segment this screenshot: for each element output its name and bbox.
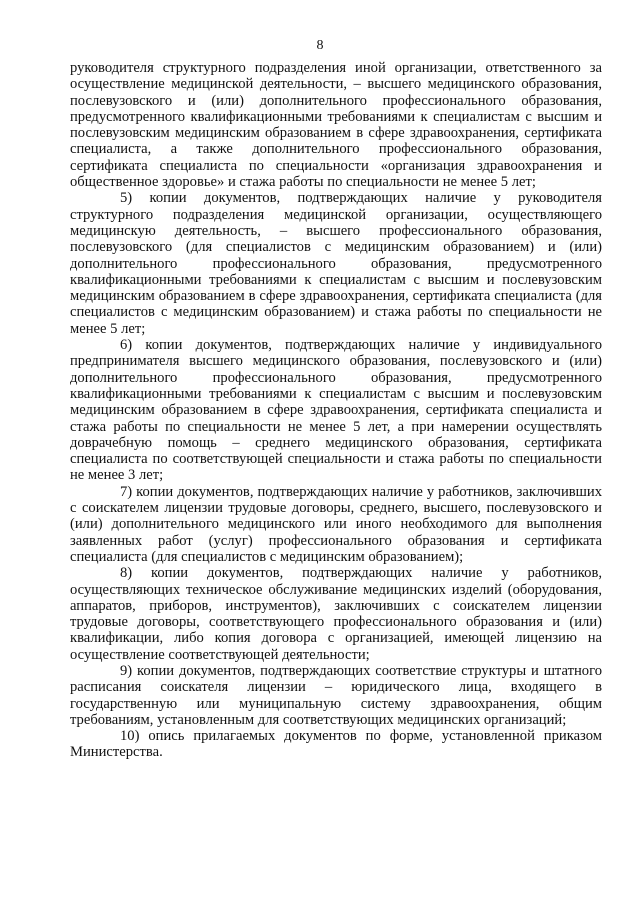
document-body [70,60,602,761]
paragraph-item-5: 5) копии документов, подтверждающих наличие у руководителя структурного подразделения медицинской организации, осуществляющего медицинскую деятельность, – высшего профессионального образования, послевузовского (для специалистов с медицинским образованием) и (или) дополнительного профессионального образования, предусмотренного квалификационными требованиями к специалистам с высшим и послевузовским медицинским образованием в сфере здравоохранения, сертификата специалиста (для специалистов с медицинским образованием) и стажа работы по специальности не менее 5 лет; [70,190,602,337]
paragraph-item-6: 6) копии документов, подтверждающих наличие у индивидуального предпринимателя высшего медицинского образования, послевузовского и (или) дополнительного профессионального образования, предусмотренного квалификационными требованиями к специалистам с высшим и послевузовским медицинским образованием в сфере здравоохранения, сертификата специалиста и стажа работы по специальности не менее 5 лет, а при намерении осуществлять доврачебную помощь – среднего медицинского образования, сертификата специалиста по соответствующей специальности и стажа работы по специальности не менее 3 лет; [70,337,602,484]
paragraph-item-8: 8) копии документов, подтверждающих наличие у работников, осуществляющих техническое обслуживание медицинских изделий (оборудования, аппаратов, приборов, инструментов), заключивших с соискателем лицензии трудовые договоры, соответствующего профессионального образования и (или) квалификации, либо копия договора с организацией, имеющей лицензию на осуществление соответствующей деятельности; [70,565,602,663]
paragraph-continuation: руководителя структурного подразделения иной организации, ответственного за осуществление медицинской деятельности, – высшего медицинского образования, послевузовского и (или) дополнительного профессионального образования, предусмотренного квалификационными требованиями к специалистам с высшим и послевузовским медицинским образованием в сфере здравоохранения, сертификата специалиста, а также дополнительного профессионального образования, сертификата специалиста по специальности «организация здравоохранения и общественное здоровье» и стажа работы по специальности не менее 5 лет; [70,60,602,191]
paragraph-item-9: 9) копии документов, подтверждающих соответствие структуры и штатного расписания соискателя лицензии – юридического лица, входящего в государственную или муниципальную систему здравоохранения, общим требованиям, установленным для соответствующих медицинских организаций; [70,662,602,728]
paragraph-item-7: 7) копии документов, подтверждающих наличие у работников, заключивших с соискателем лицензии трудовые договоры, среднего, высшего, послевузовского и (или) дополнительного медицинского или иного необходимого для выполнения заявленных работ (услуг) профессионального образования и сертификата специалиста (для специалистов с медицинским образованием); [70,483,602,565]
page-number: 8 [316,38,324,53]
paragraph-item-10: 10) опись прилагаемых документов по форме, установленной приказом Министерства. [70,728,602,761]
